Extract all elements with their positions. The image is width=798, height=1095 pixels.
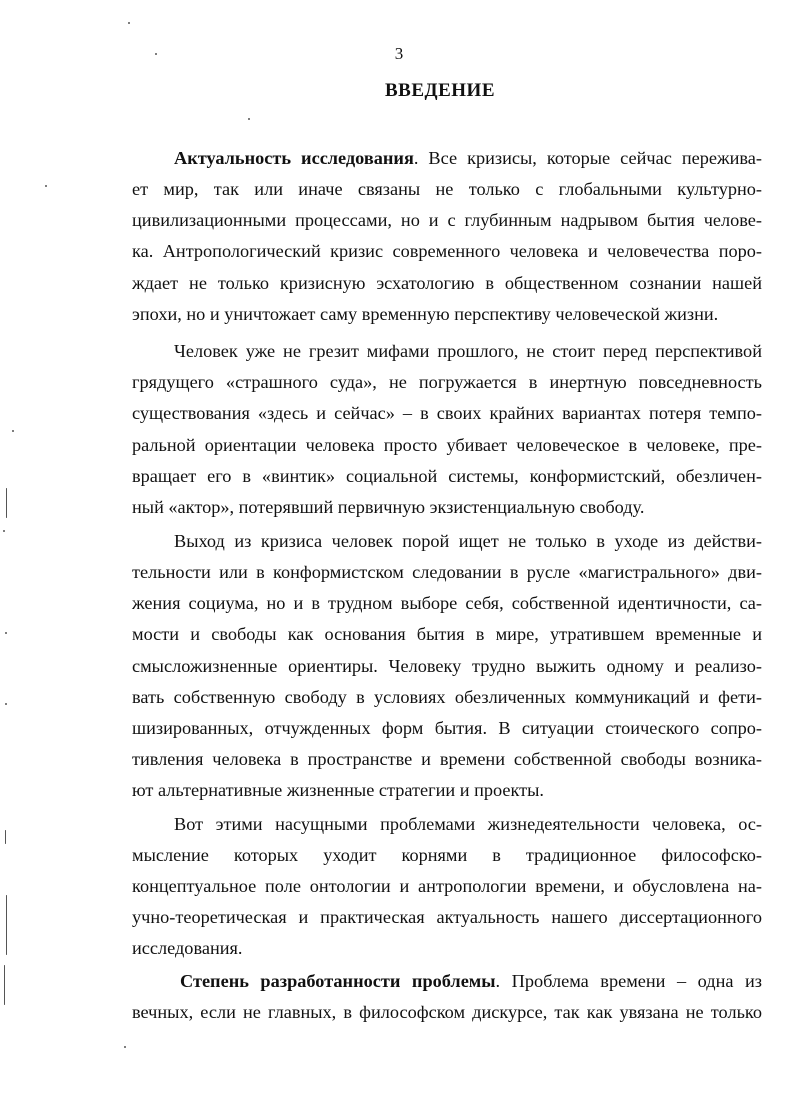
text-line: концептуальное поле онтологии и антропологии времени, и обусловлена на- xyxy=(132,876,762,896)
scan-speck xyxy=(4,965,5,1005)
text-line-content: . Проблема времени – одна из xyxy=(495,971,763,991)
text-line: тельности или в конформистском следовании в русле «магистрального» дви- xyxy=(132,562,762,582)
scan-speck xyxy=(128,22,130,24)
text-line: грядущего «страшного суда», не погружается в инертную повседневность xyxy=(132,372,762,392)
text-line: существования «здесь и сейчас» – в своих крайних вариантах потеря темпо- xyxy=(132,403,762,423)
scan-speck xyxy=(5,703,7,705)
text-line: исследования. xyxy=(132,938,243,958)
text-line: цивилизационными процессами, но и с глубинным надрывом бытия челове- xyxy=(132,210,762,230)
text-line xyxy=(180,970,762,992)
text-line: ка. Антропологический кризис современного человека и человечества поро- xyxy=(132,241,762,261)
scan-speck xyxy=(6,895,7,955)
page-number: 3 xyxy=(394,44,404,63)
text-line: мости и свободы как основания бытия в мире, утратившем временные и xyxy=(132,624,762,644)
scan-speck xyxy=(124,1046,126,1048)
text-line: ет мир, так или иначе связаны не только с глобальными культурно- xyxy=(132,179,762,199)
scan-speck xyxy=(3,530,5,532)
paragraph-lead-bold: Степень разработанности проблемы xyxy=(180,971,496,991)
scan-speck xyxy=(12,430,14,432)
text-line: жения социума, но и в трудном выборе себя, собственной идентичности, са- xyxy=(132,593,762,613)
text-line: Человек уже не грезит мифами прошлого, не стоит перед перспективой xyxy=(174,341,762,361)
text-line: учно-теоретическая и практическая актуальность нашего диссертационного xyxy=(132,907,762,927)
text-line: смысложизненные ориентиры. Человеку трудно выжить одному и реализо- xyxy=(132,656,762,676)
text-line: мысление которых уходит корнями в традиционное философско- xyxy=(132,845,762,865)
scan-speck xyxy=(5,830,6,844)
text-line: ют альтернативные жизненные стратегии и проекты. xyxy=(132,780,544,800)
text-line: ный «актор», потерявший первичную экзистенциальную свободу. xyxy=(132,497,645,517)
text-line: вать собственную свободу в условиях обезличенных коммуникаций и фети- xyxy=(132,687,762,707)
text-line: вращает его в «винтик» социальной системы, конформистский, обезличен- xyxy=(132,466,762,486)
scan-speck xyxy=(155,53,157,55)
text-line: ждает не только кризисную эсхатологию в общественном сознании нашей xyxy=(132,273,762,293)
section-heading: ВВЕДЕНИЕ xyxy=(385,80,495,101)
scan-speck xyxy=(45,185,47,187)
text-line: тивления человека в пространстве и времени собственной свободы возника- xyxy=(132,749,762,769)
text-line: шизированных, отчужденных форм бытия. В ситуации стоического сопро- xyxy=(132,718,762,738)
scan-speck xyxy=(5,632,7,634)
text-line: эпохи, но и уничтожает саму временную перспективу человеческой жизни. xyxy=(132,304,719,324)
scan-speck xyxy=(248,118,250,120)
text-line-content: . Все кризисы, которые сейчас пережива- xyxy=(413,148,762,168)
text-line: Вот этими насущными проблемами жизнедеятельности человека, ос- xyxy=(174,814,762,834)
text-line xyxy=(174,147,762,169)
paragraph-lead-bold: Актуальность исследования xyxy=(174,148,414,168)
scan-speck xyxy=(6,488,7,518)
text-line: ральной ориентации человека просто убивает человеческое в человеке, пре- xyxy=(132,435,762,455)
text-line: Выход из кризиса человек порой ищет не только в уходе из действи- xyxy=(174,531,762,551)
text-line: вечных, если не главных, в философском дискурсе, так как увязана не только xyxy=(132,1002,762,1022)
